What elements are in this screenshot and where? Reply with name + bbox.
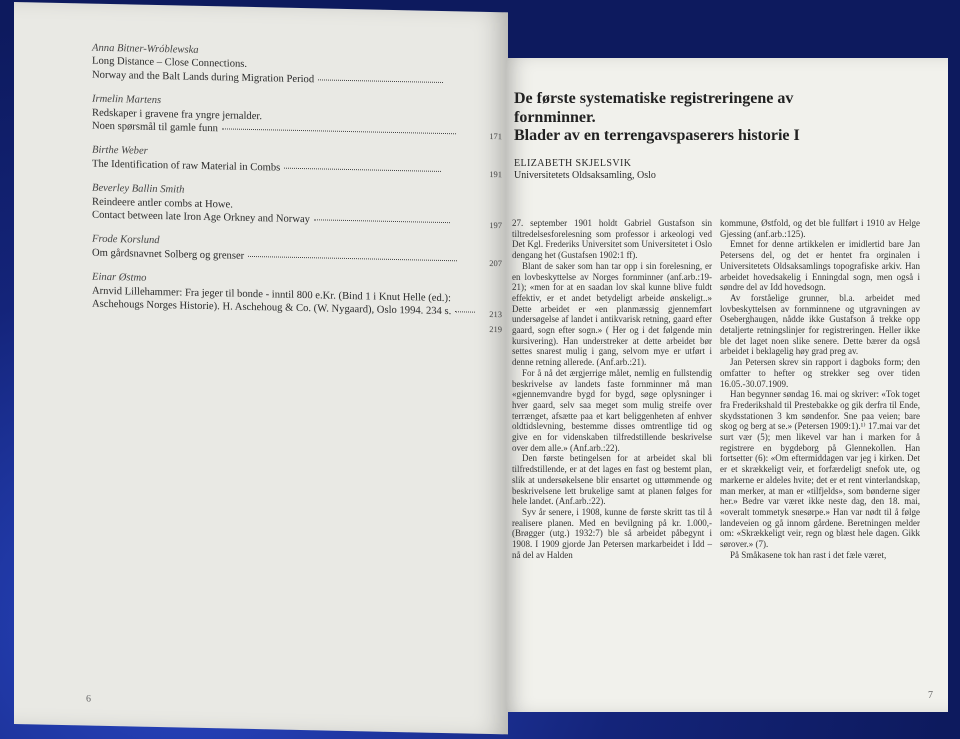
paragraph: Jan Petersen skrev sin rapport i dagboks form; den omfatter to hefter og strekker seg over tiden 16.05.-30.07.1909. xyxy=(720,357,920,389)
toc-entry xyxy=(92,42,502,91)
article-title-line: fornminner. xyxy=(514,108,596,126)
paragraph: Emnet for denne artikkelen er imidlertid bare Jan Petersens del, og det er hentet fra orginalen i Universitetets Oldsaksamlings topografiske arkiv. Han arbeidet hovedsakelig i Enningdal sogn, men også i søndre del av Idd hovedsogn. xyxy=(720,239,920,293)
paragraph: Blant de saker som han tar opp i sin forelesning, er en lovbeskyttelse av Norges fornminner (anf.arb.:19-21); «men for at en saadan lov skal kunne blive fuldt effektiv, er et andet betydeligt arbeide ønskeligt..» Dette arbeidet er «en planmæssig gjennemført undersøgelse af landet i antikvarisk retning, gaard efter gaard, sogn efter sogn.» ( Her og i det følgende min kursivering). Han understreker at dette arbeidet bør settes snarest mulig i gang, selvom mye er utført i denne retning allerede. (Anf.arb.:21). xyxy=(512,260,712,368)
article-title-line: De første systematiske registreringene av xyxy=(514,90,794,107)
toc-page-number: 213 xyxy=(489,308,502,320)
toc-author: Irmelin Martens xyxy=(92,93,162,107)
paragraph: På Småkasene tok han rast i det fæle været, xyxy=(730,549,887,560)
toc-title-line: Aschehougs Norges Historie). H. Aschehoug & Co. (W. Nygaard), Oslo 1994. 234 s. xyxy=(92,298,502,320)
paragraph: Han begynner søndag 16. mai og skriver: «Tok toget fra Frederikshald til Prestebakke og gik derfra til Ende, skydsstationen 3 km søndenfor. Sne paa veien; bare skog og berg at se.» (Petersen 1909:1).¹⁾ 17.mai var det surt vær (5); men likevel var han i marken for å registrere en bygdeborg på Glennekollen. Han fortsetter (6): «Om eftermiddagen var jeg i kirken. Det er et skrækkeligt veir, et forfærdeligt snefok ute, og markerne er aldeles hvite; det er et rent vinterlandskap, man merker, at man er «tilfjelds», som bønderne siger her.» Bedre var været ikke neste dag, den 18. mai, «overalt tommetyk snesørpe.» Han var nødt til å følge landeveien og gå innom gårdene. Beretningen melder om: «Skrækkeligt veir, regn og blæst hele dagen. Gikk sørover.» (7). xyxy=(720,389,920,550)
toc-entry xyxy=(92,271,502,320)
article-title xyxy=(514,90,934,146)
toc-title-line: Om gårdsnavnet Solberg og grenser xyxy=(92,247,502,269)
toc-entry xyxy=(92,233,502,268)
toc-leader xyxy=(318,79,443,83)
toc-title-line: Redskaper i gravene fra yngre jernalder. xyxy=(92,107,263,122)
page-number-right: 7 xyxy=(928,690,933,701)
toc-author: Frode Korslund xyxy=(92,234,160,247)
article-author: ELIZABETH SKJELSVIK xyxy=(514,158,632,169)
toc-author: Anna Bitner-Wróblewska xyxy=(92,42,199,56)
paragraph: Den første betingelsen for at arbeidet skal bli tilfredstillende, er at det lages en fast og bestemt plan, slik at undersøkelsene blir ensartet og uttømmende og beskrivelsene lett brukelige samt at planen følges for hele landet. (Anf.arb.:22). xyxy=(512,453,712,507)
table-of-contents xyxy=(92,42,502,336)
toc-page-number: 219 xyxy=(489,323,502,334)
paragraph: kommune, Østfold, og det ble fullført i 1910 av Helge Gjessing (anf.arb.:125). xyxy=(720,218,920,239)
toc-title-line: Contact between late Iron Age Orkney and Norway xyxy=(92,209,502,231)
toc-title-line: Norway and the Balt Lands during Migration Period xyxy=(92,68,502,90)
toc-author: Einar Østmo xyxy=(92,271,147,285)
toc-title-line: Long Distance – Close Connections. xyxy=(92,56,248,71)
toc-page-number: 207 xyxy=(489,258,502,269)
toc-page-number: 171 xyxy=(489,130,502,142)
toc-title-line: Arnvid Lillehammer: Fra jeger til bonde - inntil 800 e.Kr. (Bind 1 i Knut Helle (ed.): xyxy=(92,285,451,304)
toc-leader xyxy=(248,256,456,261)
right-page xyxy=(506,58,948,712)
toc-leader xyxy=(284,168,440,172)
toc-title-line: Reindeere antler combs at Howe. xyxy=(92,196,233,211)
page-number-left: 6 xyxy=(86,693,91,705)
paragraph: Av forståelige grunner, bl.a. arbeidet med lovbeskyttelsen av fornminnene og utgravningen av Oseberghaugen, nådde ikke Gustafson å trekke opp detaljerte retningslinjer for registreringen. Heller ikke ble det laget noen slike senere. Dette bærer da også arbeidet i beklagelig høy grad preg av. xyxy=(720,292,920,357)
toc-title-line: Noen spørsmål til gamle funn xyxy=(92,120,502,142)
article-title-line: Blader av en terrengavspaserers historie I xyxy=(514,127,800,144)
left-page xyxy=(14,2,508,734)
toc-entry xyxy=(92,93,502,142)
article-affiliation: Universitetets Oldsaksamling, Oslo xyxy=(514,170,656,181)
paragraph: Syv år senere, i 1908, kunne de første skritt tas til å realisere planen. Med en bevilgning på kr. 1.000,- (Brøgger (utg.) 1932:7) ble så arbeidet påbegynt i 1908. I 1909 gjorde Jan Petersen markarbeidet i Idd – nå del av Halden xyxy=(512,506,712,560)
toc-author: Birthe Weber xyxy=(92,145,148,158)
toc-author: Beverley Ballin Smith xyxy=(92,182,185,196)
toc-leader xyxy=(314,219,450,223)
toc-entry xyxy=(92,144,502,179)
text-column-left xyxy=(512,218,712,561)
paragraph: For å nå det ærgjerrige målet, nemlig en fullstendig beskrivelse av landets faste fornminner må man «gjennemvandre bygd for bygd, søge oplysninger i hver gaard, selv saa meget som mulig streife over terrænget, afsætte paa et kart beliggenheten af enhver oldtidslevning, bestemme disses omtrentlige tid og give en for videnskaben tilfredstillende beskrivelse over dem alle.» (Anf.arb.:22). xyxy=(512,367,712,453)
paragraph: 27. september 1901 holdt Gabriel Gustafson sin tiltredelsesforelesning som professor i arkeologi ved Det Kgl. Frederiks Universitet som Universitetet i Oslo dengang het (Gustafsen 1902:1 ff). xyxy=(512,218,712,261)
toc-entry xyxy=(92,182,502,231)
toc-page-number: 197 xyxy=(489,219,502,231)
text-column-right xyxy=(720,218,920,561)
toc-leader xyxy=(222,128,456,134)
toc-page-number: 191 xyxy=(489,168,502,180)
toc-leader xyxy=(455,311,475,312)
toc-title-line: The Identification of raw Material in Combs xyxy=(92,157,502,179)
